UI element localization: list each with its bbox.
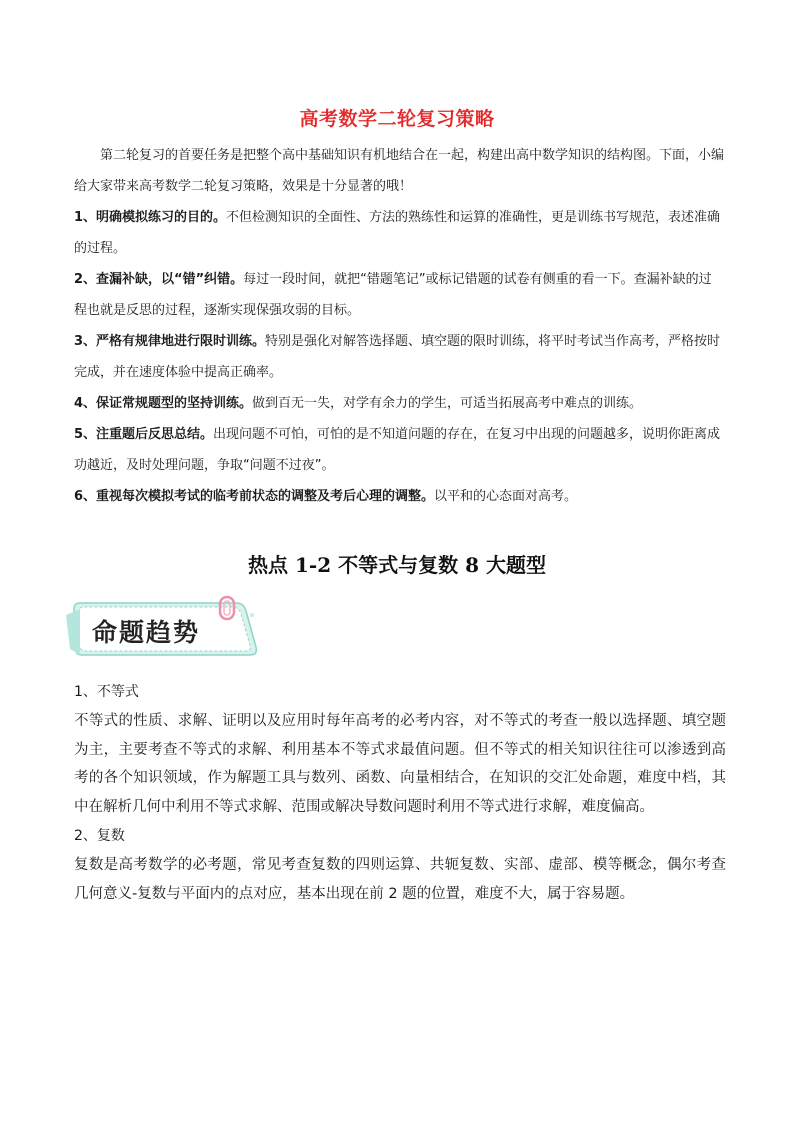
strategy-item-lead: 1、明确模拟练习的目的。 <box>74 210 227 225</box>
strategy-item-lead: 2、查漏补缺，以“错”纠错。 <box>74 272 244 287</box>
strategy-section <box>74 140 724 512</box>
strategy-item-text: 特别是强化对解答选择题、填空题的限时训练，将平时考试当作高考，严格按时完成，并在速度体验中提高正确率。 <box>74 334 721 380</box>
strategy-item <box>74 388 724 419</box>
strategy-item-lead: 3、严格有规律地进行限时训练。 <box>74 334 266 349</box>
strategy-item <box>74 326 724 388</box>
strategy-item-text: 出现问题不可怕，可怕的是不知道问题的存在，在复习中出现的问题越多，说明你距离成功越近，及时处理问题，争取“问题不过夜”。 <box>74 427 721 473</box>
trend-section <box>74 678 726 908</box>
dot-icon <box>250 613 254 617</box>
banner-label: 命题趋势 <box>92 618 201 647</box>
document-title: 高考数学二轮复习策略 <box>299 108 495 130</box>
section-heading-complex: 2、复数 <box>74 827 125 844</box>
trend-banner <box>66 595 266 663</box>
strategy-item-lead: 5、注重题后反思总结。 <box>74 427 214 442</box>
strategy-intro: 第二轮复习的首要任务是把整个高中基础知识有机地结合在一起，构建出高中数学知识的结构图。下面，小编给大家带来高考数学二轮复习策略，效果是十分显著的哦！ <box>74 148 725 194</box>
strategy-item-lead: 6、重视每次模拟考试的临考前状态的调整及考后心理的调整。 <box>74 489 435 504</box>
strategy-item-lead: 4、保证常规题型的坚持训练。 <box>74 396 253 411</box>
strategy-item <box>74 264 724 326</box>
banner-fold-shape <box>66 609 80 655</box>
section-body-inequality: 不等式的性质、求解、证明以及应用时每年高考的必考内容，对不等式的考查一般以选择题、填空题为主，主要考查不等式的求解、利用基本不等式求最值问题。但不等式的相关知识往往可以渗透到高考的各个知识领域，作为解题工具与数列、函数、向量相结合，在知识的交汇处命题，难度中档，其中在解析几何中利用不等式求解、范围或解决导数问题时利用不等式进行求解，难度偏高。 <box>74 712 726 816</box>
hotspot-title: 热点 1-2 不等式与复数 8 大题型 <box>248 553 546 577</box>
section-body-complex: 复数是高考数学的必考题，常见考查复数的四则运算、共轭复数、实部、虚部、模等概念，偶尔考查几何意义-复数与平面内的点对应，基本出现在前 2 题的位置，难度不大，属于容易题。 <box>74 856 726 902</box>
strategy-item <box>74 202 724 264</box>
section-heading-inequality: 1、不等式 <box>74 684 139 700</box>
strategy-item-text: 每过一段时间，就把“错题笔记”或标记错题的试卷有侧重的看一下。查漏补缺的过程也就是反思的过程，逐渐实现保强攻弱的目标。 <box>74 272 712 318</box>
strategy-item-text: 不但检测知识的全面性、方法的熟练性和运算的准确性，更是训练书写规范，表述准确的过程。 <box>74 210 721 256</box>
strategy-item <box>74 419 724 481</box>
strategy-item-text: 做到百无一失，对学有余力的学生，可适当拓展高考中难点的训练。 <box>252 396 643 411</box>
strategy-item-text: 以平和的心态面对高考。 <box>434 489 578 504</box>
strategy-item <box>74 481 724 512</box>
